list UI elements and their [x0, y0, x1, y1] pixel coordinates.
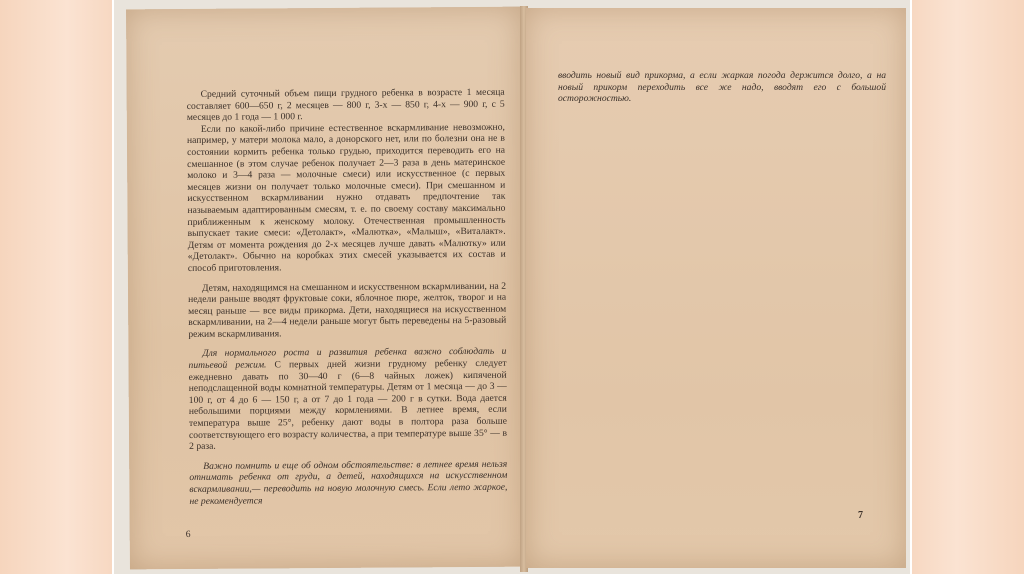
right-paragraph: вводить новый вид прикорма, а если жаркая погода держится долго, а на новый прикорм переходить все же надо, вводят его с большой осторожностью.: [558, 70, 886, 105]
page-number-left: 6: [185, 528, 191, 540]
left-page: [126, 7, 524, 570]
background-left: [0, 0, 112, 574]
paragraph-1: Средний суточный объем пищи грудного ребенка в возрасте 1 месяца составляет 600—650 г, 2 месяцев — 800 г, 3-х — 850 г, 4-х — 900 г, с 5 месяцев до 1 года — 1 000 г.: [186, 86, 505, 124]
paragraph-3: Детям, находящимся на смешанном и искусственном вскармливании, на 2 недели раньше вводят фруктовые соки, яблочное пюре, желток, творог и на месяц раньше — все виды прикорма. Дети, находящиеся на искусственном вскармливании, на 2—4 недели раньше могут быть переведены на 5-разовый режим вскармливания.: [188, 280, 507, 340]
left-page-text: [187, 87, 508, 507]
background-right: [912, 0, 1024, 574]
paragraph-4-body: С первых дней жизни грудному ребенку следует ежедневно давать по 30—40 г (6—8 чайных ложек) кипяченой неподслащенной воды комнатной температуры. Детям от 1 месяца — до 3 — 100 г, от 4 до 6 — 150 г, а от 7 до 1 года — 200 г в сутки. Вода дается небольшими порциями между кормлениями. В летнее время, если температура выше 25°, ребенку дают воды в полтора раза больше соответствующего его возрасту количества, а при температуре выше 35° — в 2 раза.: [188, 357, 508, 453]
right-page: [526, 8, 906, 568]
page-number-right: 7: [858, 510, 863, 521]
right-page-text: [558, 70, 886, 105]
paragraph-2: Если по какой-либо причине естественное вскармливание невозможно, например, у матери молока мало, а донорского нет, или по болезни она не в состоянии кормить ребенка только грудью, приходится переводить его на смешанное (в этом случае ребенок получает 2—3 раза в день материнское молоко и 3—4 раза — молочные смеси) или искусственное (с первых месяцев жизни он получает только молочные смеси). При смешанном и искусственном вскармливании нужно отдавать предпочтение так называемым адаптированным смесям, т. е. по своему составу максимально приближенным к женскому молоку. Отечественная промышленность выпускает такие смеси: «Детолакт», «Малютка», «Малыш», «Виталакт». Детям от момента рождения до 2-х месяцев лучше давать «Малютку» или «Детолакт». Обычно на коробках этих смесей указывается их состав и способ приготовления.: [186, 121, 506, 274]
paragraph-4-italic: Для нормального роста и развития ребенка важно соблюдать и питьевой режим.: [188, 346, 507, 372]
paragraph-4: [188, 346, 507, 453]
paragraph-5: Важно помнить и еще об одном обстоятельстве: в летнее время нельзя отнимать ребенка от груди, а детей, находящихся на искусственном вскармливании,— переводить на новую молочную смесь. Если лето жаркое, не рекомендуется: [189, 458, 508, 507]
